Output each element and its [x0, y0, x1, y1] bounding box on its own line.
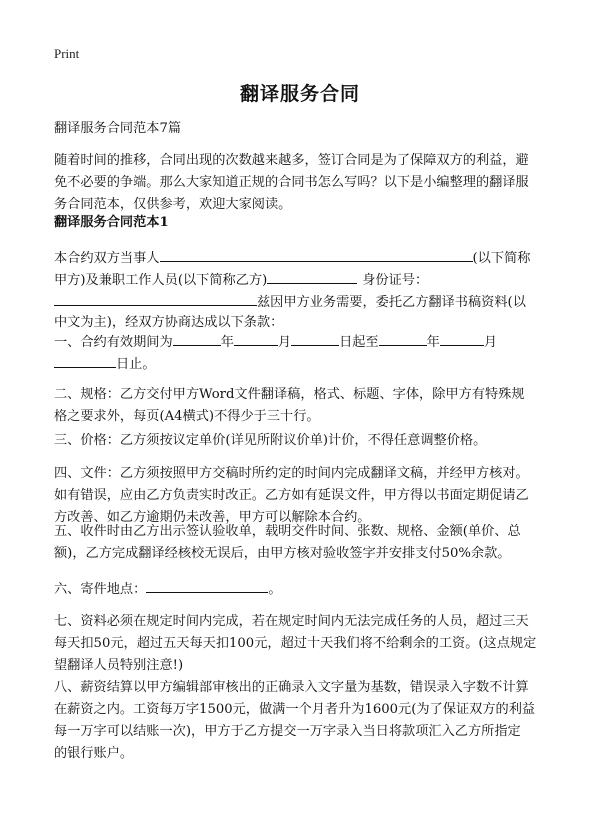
clause-8: [54, 677, 550, 765]
clause-3-line: 三、价格：乙方须按议定单价(详见所附议价单)计价，不得任意调整价格。: [54, 433, 487, 448]
clause-text: 。: [268, 582, 282, 597]
mailing-address-blank: [146, 577, 268, 593]
clause-1: [54, 330, 550, 374]
print-link[interactable]: Print: [54, 46, 80, 61]
clause-8-line: 的银行账户。: [54, 746, 134, 761]
clause-4-line: 四、文件：乙方须按照甲方交稿时所约定的时间内完成翻译文稿，并经甲方核对。: [54, 466, 529, 481]
clause-5-line: 额)，乙方完成翻译经核校无误后，由甲方核对验收签字并安排支付50%余款。: [54, 546, 511, 561]
clause-8-line: 每一万字可以结账一次)，甲方于乙方提交一万字录入当日将款项汇入乙方所指定: [54, 724, 521, 739]
clause-text: 月: [277, 335, 292, 350]
parties-line-3: [54, 290, 550, 312]
parties-text: 甲方)及兼职工作人员(以下简称乙方): [54, 273, 268, 288]
parties-line-1: [54, 246, 550, 268]
start-month-blank: [234, 330, 278, 346]
clause-6-line: [54, 577, 550, 599]
clause-5-line: 五、收件时由乙方出示签认验收单，载明交件时间、张数、规格、金额(单价、总: [54, 524, 521, 539]
clause-text: 年: [220, 335, 234, 350]
clause-text: 六、寄件地点：: [54, 582, 147, 597]
intro-line: 随着时间的推移，合同出现的次数越来越多，签订合同是为了保障双方的利益，避: [54, 153, 529, 168]
page-title: 翻译服务合同: [239, 83, 360, 105]
clause-6: [54, 577, 550, 599]
end-month-blank: [440, 330, 484, 346]
start-day-blank: [291, 330, 339, 346]
clause-7-line: 望翻译人员特别注意!): [54, 658, 184, 673]
intro-paragraph: [54, 150, 550, 216]
start-year-blank: [173, 330, 221, 346]
parties-text: (以下简称: [472, 251, 531, 266]
clause-text: 日起至: [339, 335, 379, 350]
end-day-blank: [54, 352, 116, 368]
end-year-blank: [379, 330, 427, 346]
parties-text: 兹因甲方业务需要，委托乙方翻译书稿资料(以: [257, 295, 526, 310]
clause-4-line: 方改善、如乙方逾期仍未改善，甲方可以解除本合约。: [54, 510, 371, 525]
parties-line-4: 中文为主)，经双方协商达成以下条款：: [54, 315, 284, 330]
intro-line: 务合同范本，仅供参考，欢迎大家阅读。: [54, 197, 292, 212]
document-subtitle: 翻译服务合同范本7篇: [54, 121, 182, 136]
clause-2-line: 格之要求外，每页(A4横式)不得少于三十行。: [54, 409, 320, 424]
clause-5: [54, 521, 550, 565]
clause-7: [54, 611, 550, 677]
clause-2-line: 二、规格：乙方交付甲方Word文件翻译稿，格式、标题、字体，除甲方有特殊规: [54, 387, 525, 402]
parties-text: 本合约双方当事人: [54, 251, 160, 266]
clause-8-line: 八、薪资结算以甲方编辑部审核出的正确录入文字量为基数，错误录入字数不计算: [54, 680, 529, 695]
intro-line: 免不必要的争端。那么大家知道正规的合同书怎么写吗？以下是小编整理的翻译服: [54, 175, 529, 190]
party-a-blank: [160, 246, 473, 262]
parties-line-2: [54, 268, 550, 290]
clause-text: 年: [426, 335, 440, 350]
clause-1-line-1: [54, 330, 550, 352]
party-b-blank: [267, 268, 357, 284]
id-number-blank: [54, 290, 257, 306]
parties-paragraph: [54, 246, 550, 334]
clause-7-line: 七、资料必须在规定时间内完成，若在规定时间内无法完成任务的人员，超过三天: [54, 614, 529, 629]
clause-4: [54, 463, 550, 529]
clause-7-line: 每天扣50元，超过五天每天扣100元，超过十天我们将不给剩余的工资。(这点规定: [54, 636, 537, 651]
parties-text: 身份证号：: [362, 273, 429, 288]
clause-4-line: 如有错误，应由乙方负责实时改正。乙方如有延误文件，甲方得以书面定期促请乙: [54, 488, 529, 503]
clause-text: 月: [483, 335, 497, 350]
clause-text: 日止。: [116, 357, 156, 372]
clause-8-line: 在薪资之内。工资每万字1500元，做满一个月者升为1600元(为了保证双方的利益: [54, 702, 536, 717]
clause-2: [54, 384, 550, 428]
clause-text: 一、合约有效期间为: [54, 335, 173, 350]
clause-3: [54, 430, 550, 452]
section-heading: 翻译服务合同范本1: [54, 215, 169, 230]
clause-1-line-2: [54, 352, 550, 374]
